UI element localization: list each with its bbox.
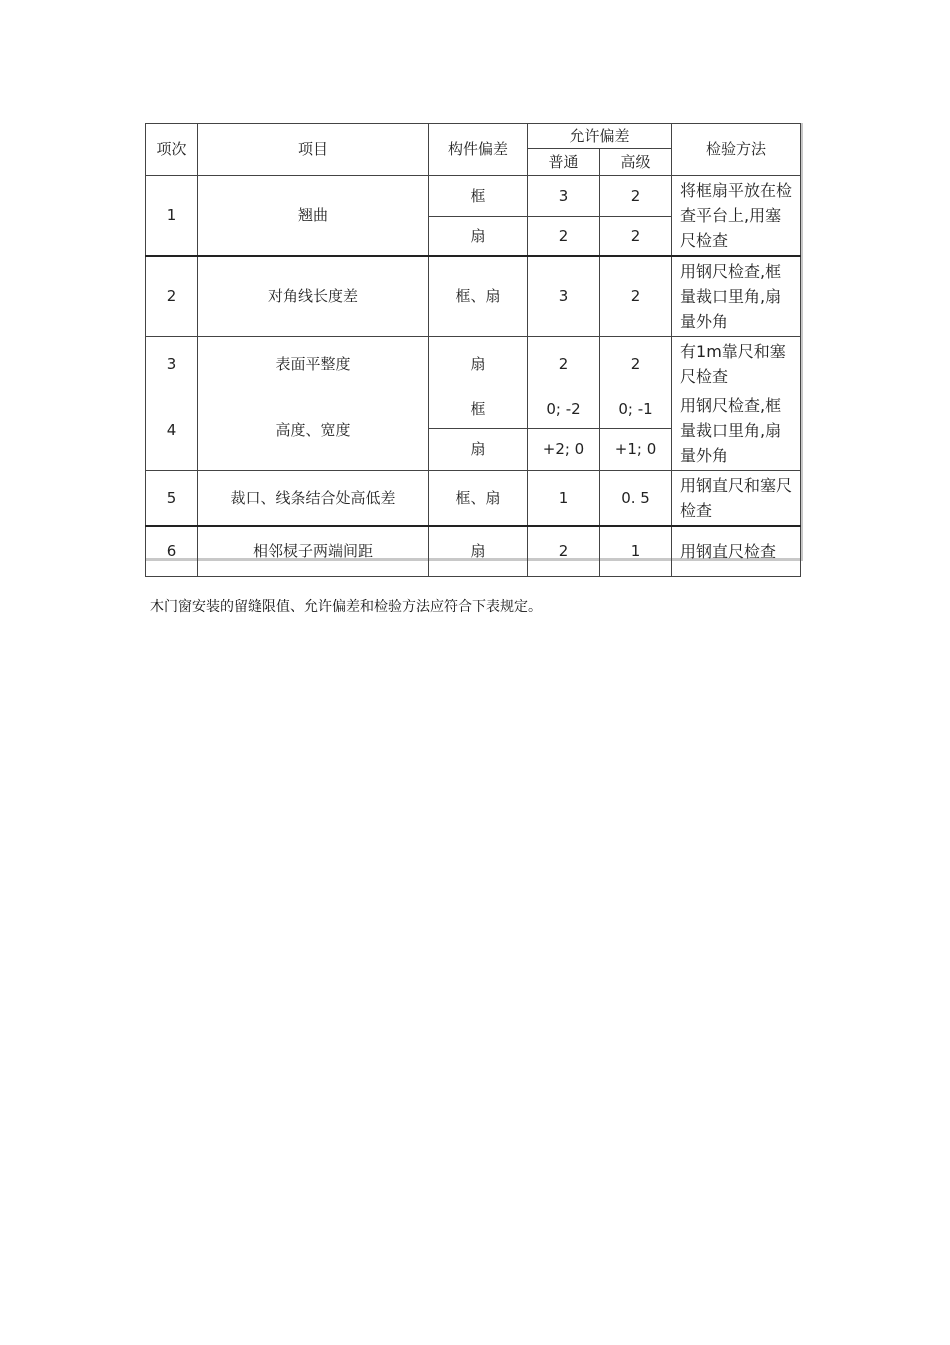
header-row — [146, 124, 801, 149]
table-row — [146, 337, 801, 392]
row-advanced: 2 — [600, 217, 672, 256]
row-normal: 2 — [528, 337, 600, 392]
row-normal: 2 — [528, 217, 600, 256]
row-item: 翘曲 — [198, 176, 429, 257]
table-row — [146, 176, 801, 217]
row-method: 用钢尺检查,框量裁口里角,扇量外角 — [672, 391, 801, 471]
row-advanced: 2 — [600, 337, 672, 392]
row-method: 用钢直尺检查 — [672, 526, 801, 576]
row-normal: 2 — [528, 526, 600, 576]
header-normal: 普通 — [528, 149, 600, 176]
header-component: 构件偏差 — [429, 124, 528, 176]
row-item: 相邻棂子两端间距 — [198, 526, 429, 576]
row-advanced: 1 — [600, 526, 672, 576]
header-method: 检验方法 — [672, 124, 801, 176]
row-normal: 3 — [528, 176, 600, 217]
row-method: 有1m靠尺和塞尺检查 — [672, 337, 801, 392]
row-method: 用钢直尺和塞尺检查 — [672, 471, 801, 527]
row-component: 扇 — [429, 217, 528, 256]
header-index: 项次 — [146, 124, 198, 176]
table-row — [146, 471, 801, 527]
row-item: 表面平整度 — [198, 337, 429, 392]
row-advanced: 2 — [600, 176, 672, 217]
row-index: 3 — [146, 337, 198, 392]
row-normal: +2; 0 — [528, 428, 600, 470]
row-normal: 0; -2 — [528, 391, 600, 428]
row-item: 裁口、线条结合处高低差 — [198, 471, 429, 527]
row-normal: 3 — [528, 256, 600, 337]
row-advanced: 2 — [600, 256, 672, 337]
row-component: 扇 — [429, 526, 528, 576]
row-component: 扇 — [429, 337, 528, 392]
header-advanced: 高级 — [600, 149, 672, 176]
row-advanced: +1; 0 — [600, 428, 672, 470]
row-advanced: 0; -1 — [600, 391, 672, 428]
row-method: 将框扇平放在检查平台上,用塞尺检查 — [672, 176, 801, 257]
row-index: 4 — [146, 391, 198, 471]
table-row — [146, 526, 801, 576]
row-index: 6 — [146, 526, 198, 576]
row-index: 5 — [146, 471, 198, 527]
table-caption: 木门窗安装的留缝限值、允许偏差和检验方法应符合下表规定。 — [150, 599, 542, 615]
row-item: 对角线长度差 — [198, 256, 429, 337]
row-item: 高度、宽度 — [198, 391, 429, 471]
row-component: 框、扇 — [429, 471, 528, 527]
row-method: 用钢尺检查,框量裁口里角,扇量外角 — [672, 256, 801, 337]
table-row — [146, 391, 801, 428]
row-normal: 1 — [528, 471, 600, 527]
row-index: 1 — [146, 176, 198, 257]
row-index: 2 — [146, 256, 198, 337]
table-row — [146, 256, 801, 337]
row-component: 扇 — [429, 428, 528, 470]
row-component: 框 — [429, 176, 528, 217]
tolerance-table-frame — [145, 123, 803, 561]
header-tolerance: 允许偏差 — [528, 124, 672, 149]
row-component: 框、扇 — [429, 256, 528, 337]
row-advanced: 0. 5 — [600, 471, 672, 527]
header-item: 项目 — [198, 124, 429, 176]
tolerance-table — [145, 123, 801, 577]
row-component: 框 — [429, 391, 528, 428]
